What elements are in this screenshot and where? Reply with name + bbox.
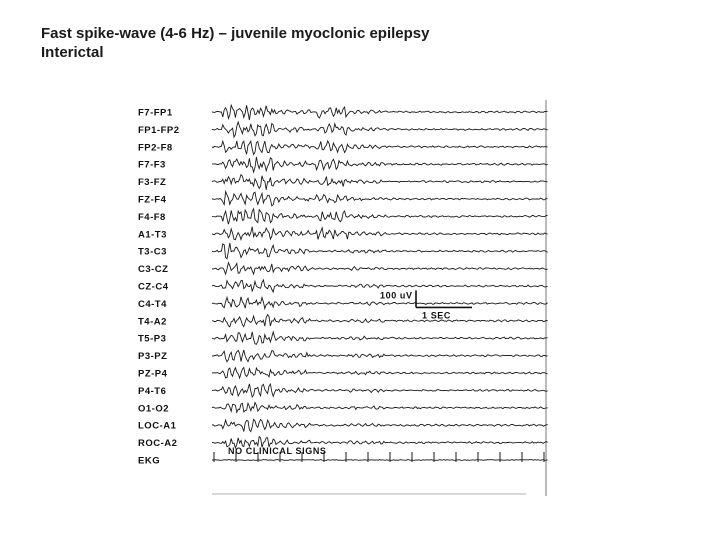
- eeg-trace: [212, 403, 548, 413]
- channel-label: O1-O2: [138, 403, 170, 415]
- eeg-trace: [212, 368, 548, 379]
- calibration-amplitude-label: 100 uV: [380, 290, 413, 301]
- channel-label: F3-FZ: [138, 177, 167, 189]
- eeg-trace: [212, 122, 548, 137]
- channel-label: FZ-F4: [138, 194, 167, 206]
- slide-subtitle: Interictal: [41, 44, 104, 61]
- calibration-time-label: 1 SEC: [422, 310, 452, 321]
- eeg-trace: [212, 175, 548, 190]
- eeg-trace: [212, 192, 548, 206]
- eeg-trace: [212, 105, 548, 120]
- eeg-trace: [212, 157, 548, 172]
- eeg-trace: [212, 384, 548, 397]
- channel-label: C3-CZ: [138, 264, 169, 276]
- eeg-trace: [212, 227, 548, 240]
- eeg-recording-figure: [136, 92, 560, 504]
- eeg-trace-svg: [136, 92, 560, 504]
- channel-label: EKG: [138, 455, 161, 467]
- channel-label: CZ-C4: [138, 281, 169, 293]
- channel-label: T5-P3: [138, 333, 167, 345]
- slide-title: Fast spike-wave (4-6 Hz) – juvenile myoclonic epilepsy: [41, 25, 430, 42]
- channel-label: F7-F3: [138, 159, 166, 171]
- eeg-trace: [212, 209, 548, 225]
- channel-label: C4-T4: [138, 298, 167, 310]
- channel-label: T3-C3: [138, 246, 167, 258]
- eeg-trace: [212, 243, 548, 259]
- channel-label: F7-FP1: [138, 107, 173, 119]
- channel-label: FP2-F8: [138, 142, 173, 154]
- eeg-trace: [212, 263, 548, 274]
- slide-title-block: [41, 24, 429, 62]
- channel-label: A1-T3: [138, 229, 167, 241]
- eeg-trace: [212, 315, 548, 327]
- channel-label: ROC-A2: [138, 438, 178, 450]
- channel-label: P4-T6: [138, 385, 167, 397]
- channel-label: T4-A2: [138, 316, 167, 328]
- eeg-trace: [212, 460, 548, 461]
- eeg-trace: [212, 332, 548, 345]
- eeg-trace: [212, 141, 548, 155]
- channel-label: P3-PZ: [138, 351, 168, 363]
- eeg-trace: [212, 419, 548, 431]
- channel-label: LOC-A1: [138, 420, 177, 432]
- channel-label: F4-F8: [138, 211, 166, 223]
- channel-label: FP1-FP2: [138, 124, 180, 136]
- channel-label: PZ-P4: [138, 368, 168, 380]
- clinical-signs-annotation: NO CLINICAL SIGNS: [228, 446, 327, 456]
- eeg-trace: [212, 350, 548, 362]
